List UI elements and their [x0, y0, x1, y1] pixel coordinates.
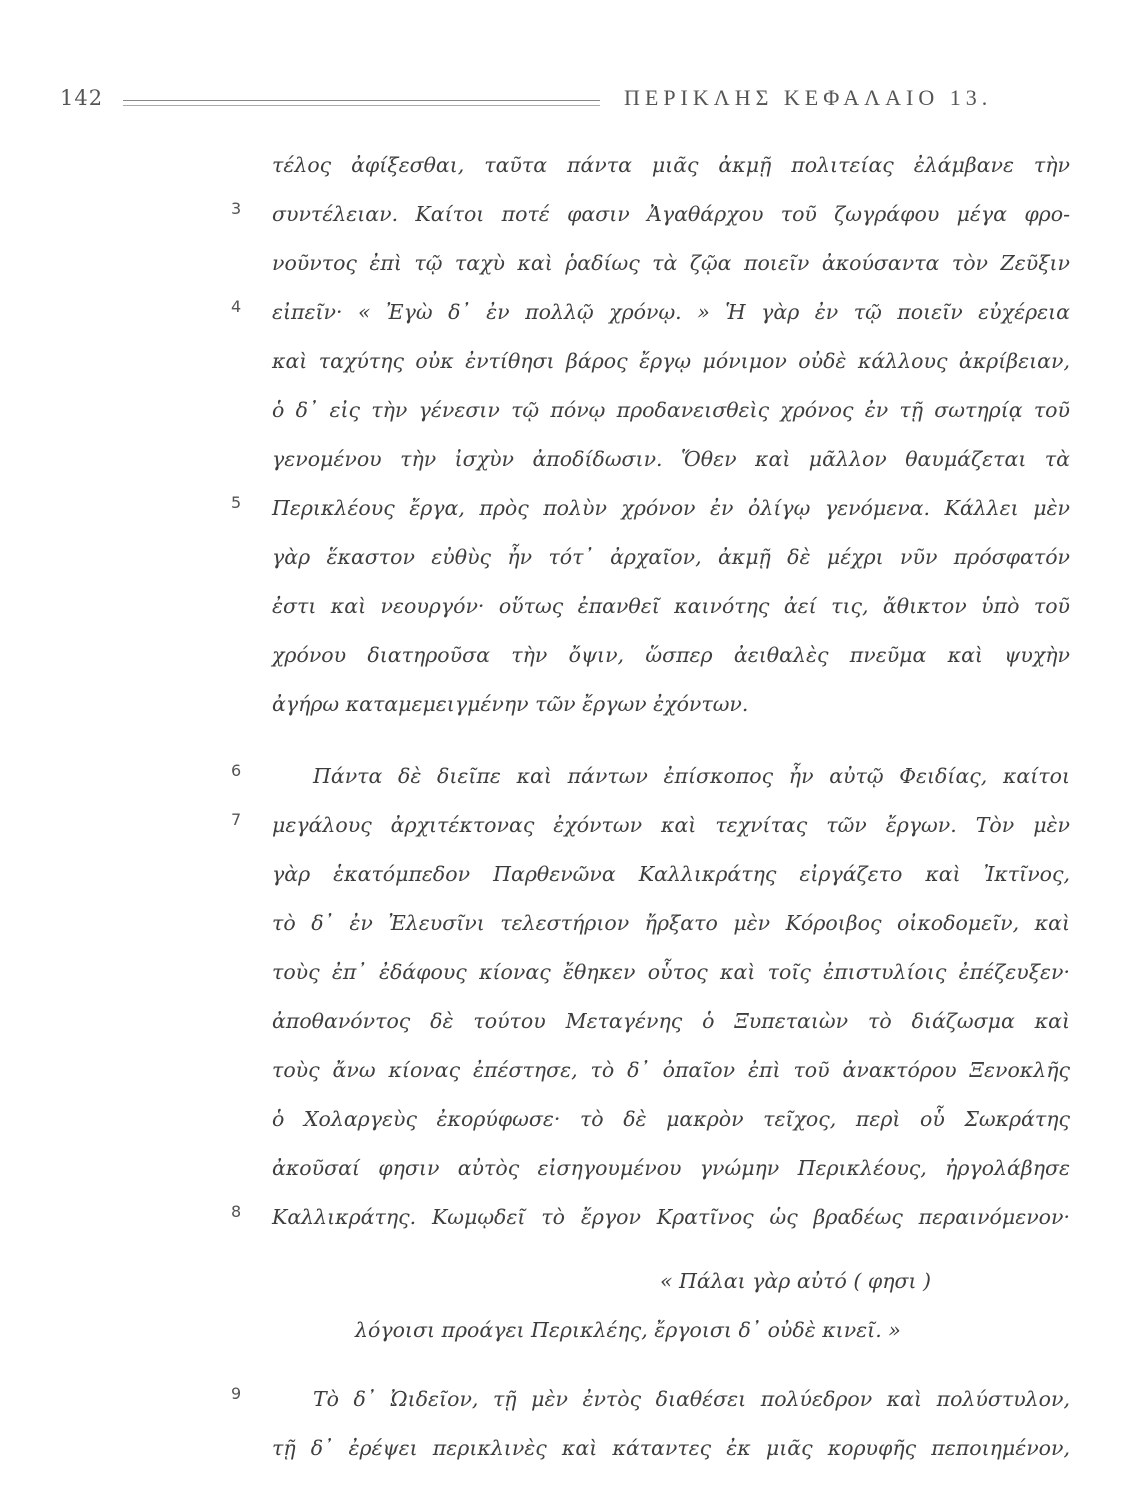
page-number: 142: [60, 86, 104, 110]
text-line: καὶ ταχύτης οὐκ ἐντίθησι βάρος ἔργῳ μόνιμον οὐδὲ κάλλους ἀκρίβειαν,: [272, 349, 1070, 373]
line-number: 5: [231, 493, 242, 512]
text-line: γενομένου τὴν ἰσχὺν ἀποδίδωσιν. Ὅθεν καὶ μᾶλλον θαυμάζεται τὰ: [272, 447, 1070, 471]
text-line: τέλος ἀφίξεσθαι, ταῦτα πάντα μιᾶς ἀκμῇ πολιτείας ἐλάμβανε τὴν: [272, 153, 1070, 177]
text-line: τῇ δ᾽ ἐρέψει περικλινὲς καὶ κάταντες ἐκ μιᾶς κορυφῆς πεποιημένον,: [272, 1436, 1070, 1460]
text-line: γὰρ ἑκατόμπεδον Παρθενῶνα Καλλικράτης εἰργάζετο καὶ Ἰκτῖνος,: [272, 862, 1070, 886]
header-rule: [123, 100, 600, 106]
line-number: 9: [231, 1384, 242, 1403]
text-line: γὰρ ἕκαστον εὐθὺς ἦν τότ᾽ ἀρχαῖον, ἀκμῇ δὲ μέχρι νῦν πρόσφατόν: [272, 545, 1070, 569]
text-line: χρόνου διατηροῦσα τὴν ὄψιν, ὥσπερ ἀειθαλὲς πνεῦμα καὶ ψυχὴν: [272, 643, 1070, 667]
text-line: 7 μεγάλους ἀρχιτέκτονας ἐχόντων καὶ τεχνίτας τῶν ἔργων. Τὸν μὲν: [231, 810, 1070, 837]
text-line: τοὺς ἄνω κίονας ἐπέστησε, τὸ δ᾽ ὀπαῖον ἐπὶ τοῦ ἀνακτόρου Ξενοκλῆς: [272, 1058, 1070, 1082]
running-title: ΠΕΡΙΚΛΗΣ ΚΕΦΑΛΑΙΟ 13.: [624, 85, 993, 110]
text-line: 6 Πάντα δὲ διεῖπε καὶ πάντων ἐπίσκοπος ἦν αὐτῷ Φειδίας, καίτοι: [231, 761, 1070, 788]
text-line: ὁ Χολαργεὺς ἐκορύφωσε· τὸ δὲ μακρὸν τεῖχος, περὶ οὗ Σωκράτης: [272, 1107, 1070, 1131]
text-line: τὸ δ᾽ ἐν Ἐλευσῖνι τελεστήριον ἤρξατο μὲν Κόροιβος οἰκοδομεῖν, καὶ: [272, 911, 1070, 935]
line-number: 6: [231, 761, 242, 780]
text-line: ὁ δ᾽ εἰς τὴν γένεσιν τῷ πόνῳ προδανεισθεὶς χρόνος ἐν τῇ σωτηρίᾳ τοῦ: [272, 398, 1070, 422]
text-line: ἀγήρω καταμεμειγμένην τῶν ἔργων ἐχόντων.: [272, 692, 749, 716]
text-line: 5 Περικλέους ἔργα, πρὸς πολὺν χρόνον ἐν ὀλίγῳ γενόμενα. Κάλλει μὲν: [231, 493, 1070, 520]
text-line: νοῦντος ἐπὶ τῷ ταχὺ καὶ ῥαδίως τὰ ζῷα ποιεῖν ἀκούσαντα τὸν Ζεῦξιν: [272, 251, 1070, 275]
running-header: [0, 80, 1146, 120]
text-line: ἀποθανόντος δὲ τούτου Μεταγένης ὁ Ξυπεταιὼν τὸ διάζωσμα καὶ: [272, 1009, 1070, 1033]
line-number: 4: [231, 297, 242, 316]
verse-line: « Πάλαι γὰρ αὐτό ( φησι ): [660, 1269, 932, 1293]
text-line: 4 εἰπεῖν· « Ἐγὼ δ᾽ ἐν πολλῷ χρόνῳ. » Ἡ γὰρ ἐν τῷ ποιεῖν εὐχέρεια: [231, 297, 1070, 324]
line-number: 3: [231, 199, 242, 218]
text-line: 8 Καλλικράτης. Κωμῳδεῖ τὸ ἔργον Κρατῖνος ὡς βραδέως περαινόμενον·: [231, 1202, 1070, 1229]
text-line: τοὺς ἐπ᾽ ἐδάφους κίονας ἔθηκεν οὗτος καὶ τοῖς ἐπιστυλίοις ἐπέζευξεν·: [272, 960, 1070, 984]
verse-line: λόγοισι προάγει Περικλέης, ἔργοισι δ᾽ οὐδὲ κινεῖ. »: [355, 1318, 901, 1342]
line-number: 8: [231, 1202, 242, 1221]
text-line: 9 Τὸ δ᾽ Ὠιδεῖον, τῇ μὲν ἐντὸς διαθέσει πολύεδρον καὶ πολύστυλον,: [231, 1384, 1070, 1411]
text-line: ἀκοῦσαί φησιν αὐτὸς εἰσηγουμένου γνώμην Περικλέους, ἠργολάβησε: [272, 1156, 1070, 1180]
line-number: 7: [231, 810, 242, 829]
text-line: ἐστι καὶ νεουργόν· οὕτως ἐπανθεῖ καινότης ἀεί τις, ἄθικτον ὑπὸ τοῦ: [272, 594, 1070, 618]
text-line: 3 συντέλειαν. Καίτοι ποτέ φασιν Ἀγαθάρχου τοῦ ζωγράφου μέγα φρο-: [231, 199, 1070, 226]
